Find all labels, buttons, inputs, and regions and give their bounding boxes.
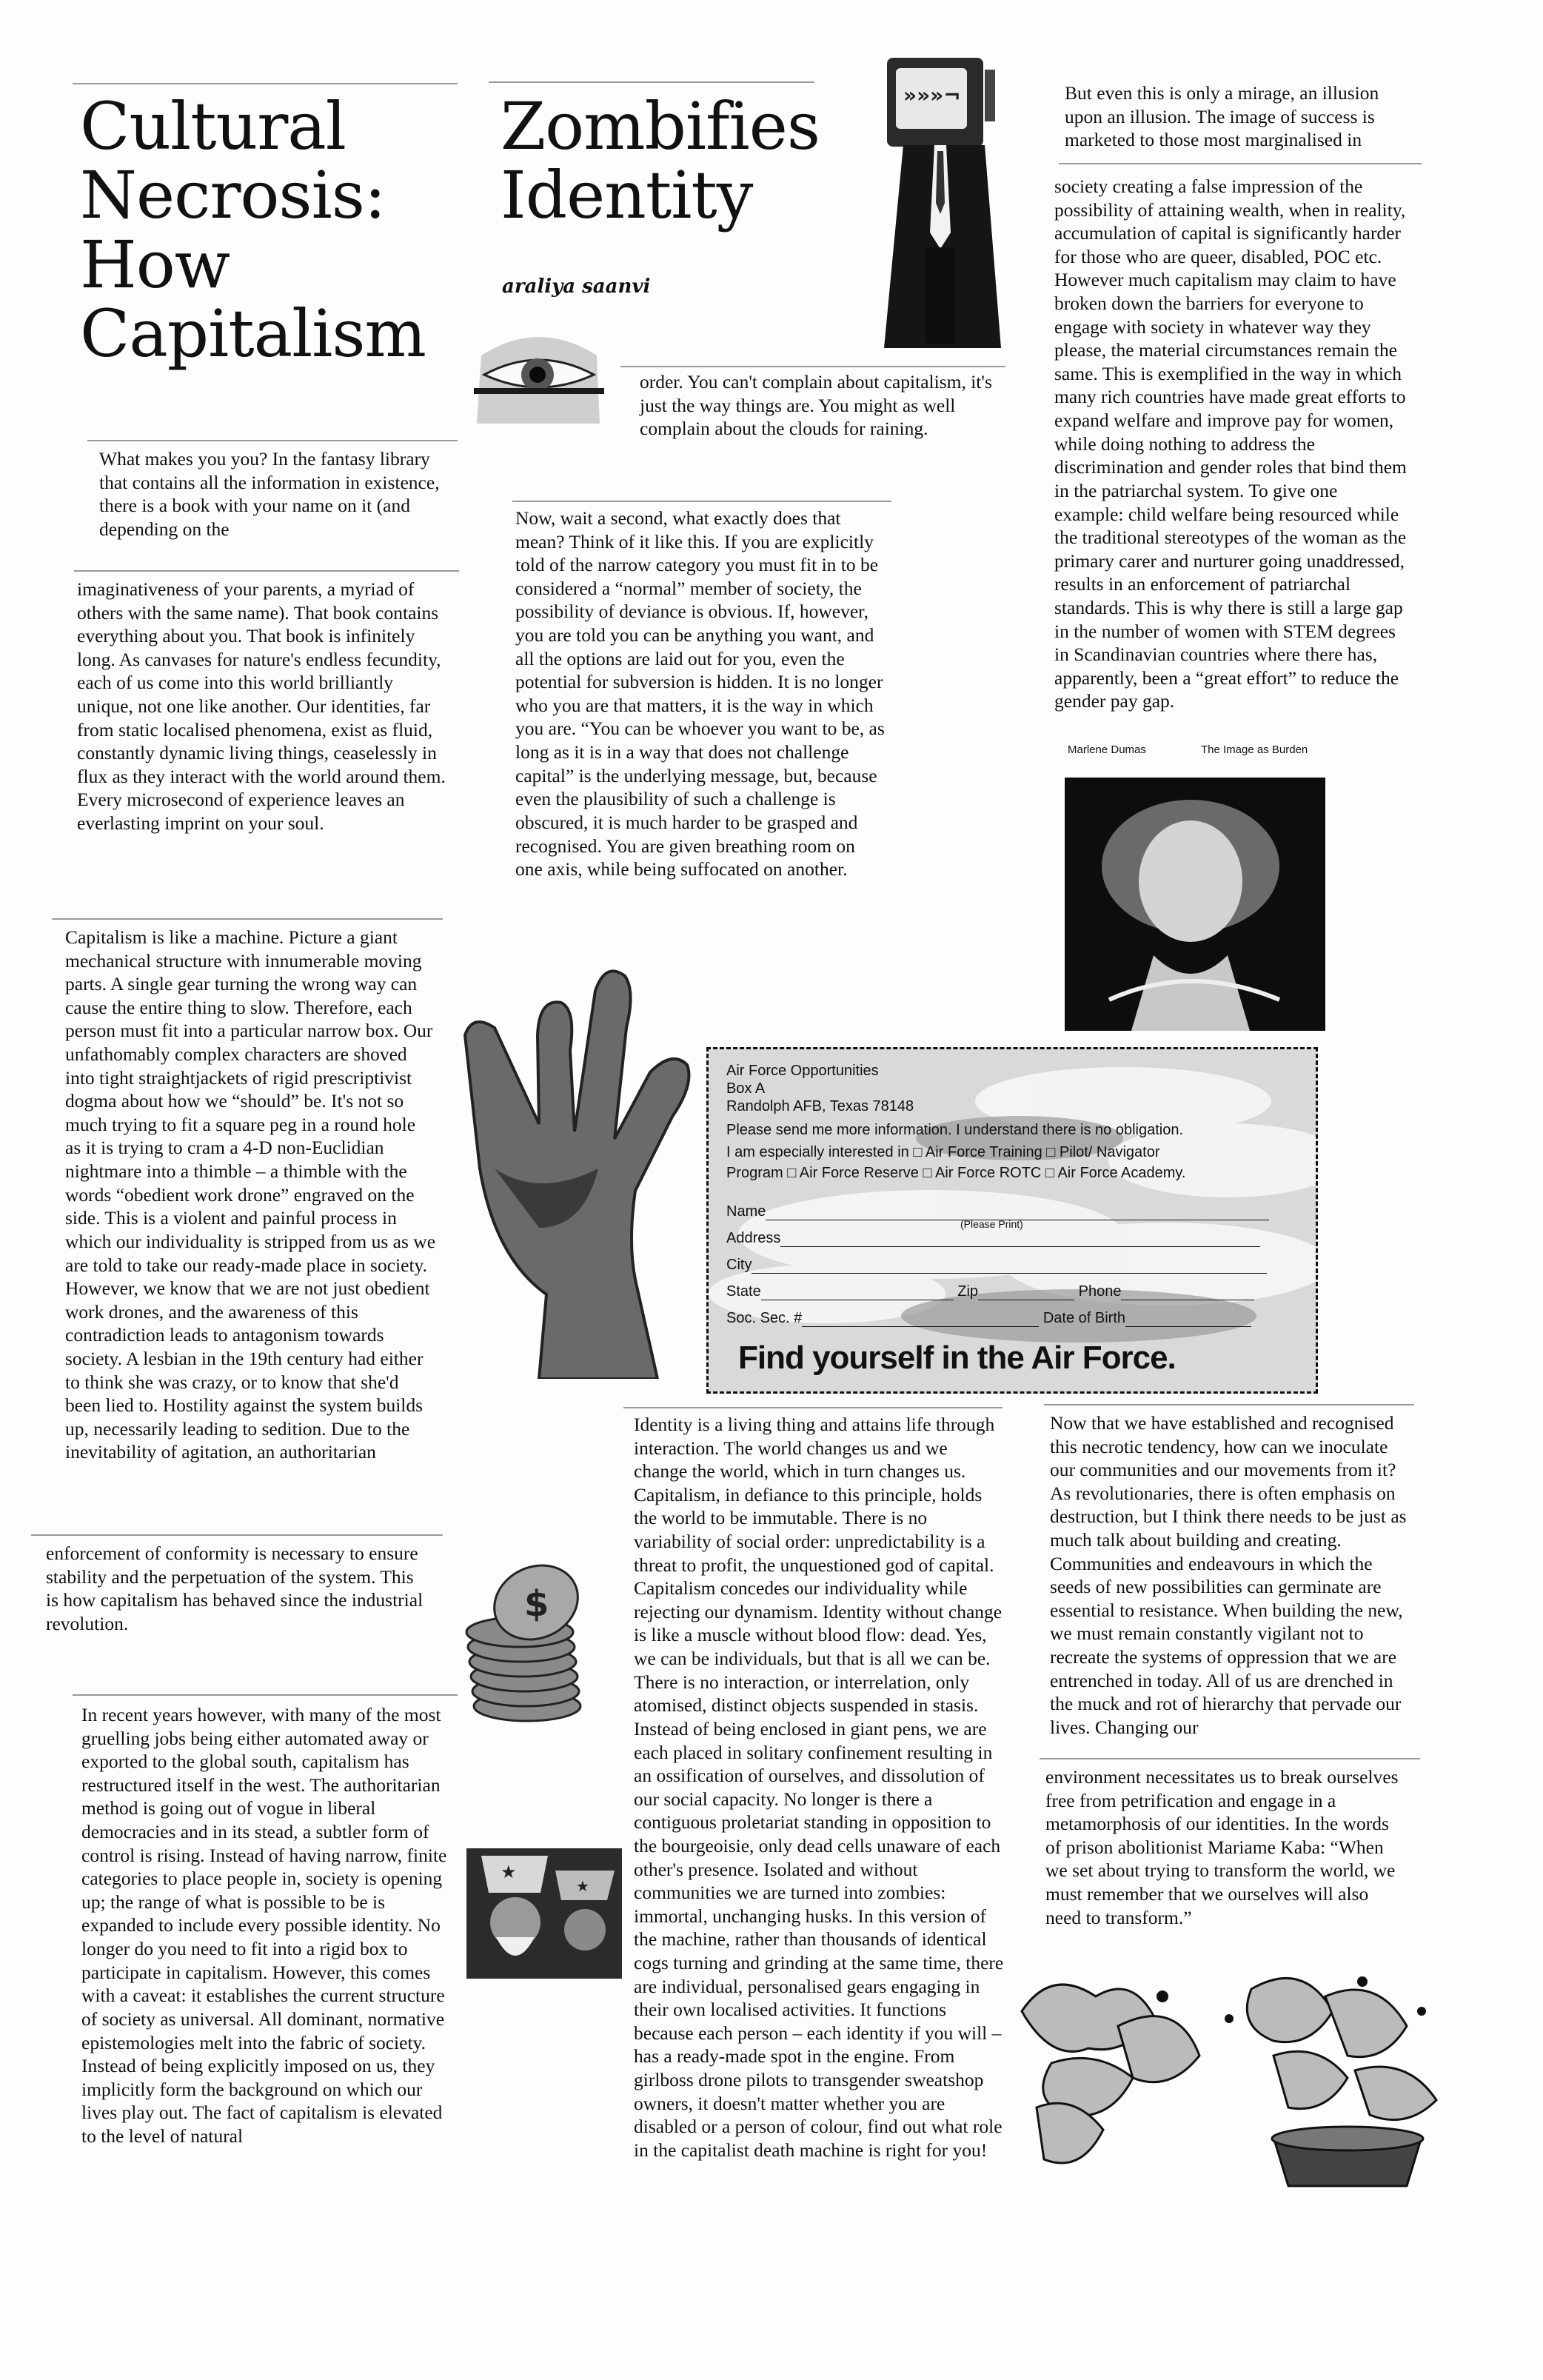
coupon-city-field[interactable] — [726, 1257, 1267, 1274]
title-line: Identity — [501, 157, 753, 234]
air-force-coupon — [706, 1047, 1318, 1394]
zombie-hand-image — [450, 946, 705, 1379]
col3-paragraph-1: But even this is only a mirage, an illusion upon an illusion. The image of success is marketed to those most marginalised in — [1065, 82, 1379, 151]
title-line: Cultural — [80, 88, 346, 164]
coupon-address-label: Address — [726, 1230, 781, 1246]
col3-paragraph-4: environment necessitates us to break ourselves free from petrification and engage in a metamorphosis of our identities. In the words of prison abolitionist Mariame Kaba: “When we set about trying to transform the world, we must remember that we ourselves will also need to transform.” — [1045, 1766, 1399, 1928]
col2-paragraph-2: Now, wait a second, what exactly does that mean? Think of it like this. If you are explicitly told of the narrow category you must fit in to be considered a “normal” member of society, the possibility of deviance is obvious. If, however, you are told you can be anything you want, and all the options are laid out for you, even the potential for subversion is hidden. It is no longer who you are that matters, it is the way in which you are. “You can be whoever you want to be, as long as it is in a way that does not challenge capital” is the underlying message, but, because even the plausibility of such a challenge is obscured, it is much harder to be grasped and recognised. You are given breathing room on one axis, while being suffocated on another. — [515, 507, 885, 880]
title-right — [501, 88, 820, 234]
artwork-artist-caption: Marlene Dumas — [1068, 743, 1146, 756]
coupon-line: Box A — [726, 1080, 766, 1097]
title-line: Capitalism — [80, 295, 426, 372]
coupon-state-label: State — [726, 1283, 761, 1300]
coupon-line: I am especially interested in □ Air Force Training □ Pilot/ Navigator — [726, 1144, 1160, 1160]
col1-paragraph-3: Capitalism is like a machine. Picture a giant mechanical structure with innumerable moving parts. A single gear turning the wrong way can cause the entire thing to slow. Therefore, each person must fit into a particular narrow box. Our unfathomably complex characters are shoved into tight straightjackets of rigid prescriptivist dogma about how we “should” be. It's not so much trying to fit a square peg in a round hole as it is trying to cram a 4-D non-Euclidian nightmare into a thimble – a thimble with the words “obedient work drone” engraved on the side. This is a violent and painful process in which our individuality is stripped from us as we are told to take our ready-made place in society. However, we know that we are not just obedient work drones, and the awareness of this contradiction leads to antagonism towards society. A lesbian in the 19th century had either to think she was crazy, or to know that she'd been lied to. Hostility against the system builds up, necessarily leading to sedition. Due to the inevitability of agitation, an authoritarian — [65, 926, 436, 1463]
svg-text:★: ★ — [576, 1877, 589, 1895]
coin-stack-image — [463, 1560, 589, 1727]
coupon-line: Air Force Opportunities — [726, 1063, 879, 1079]
coupon-slogan: Find yourself in the Air Force. — [738, 1340, 1176, 1376]
col3-paragraph-3: Now that we have established and recognised this necrotic tendency, how can we inoculate our communities and our movements from it? As revolutionaries, there is often emphasis on destruction, but I think there needs to be just as much talk about building and creating. Communities and endeavours in which the seeds of new possibilities can germinate are essential to resistance. When building the new, we must remain constantly vigilant not to recreate the systems of oppression that we are entrenched in today. All of us are drenched in the muck and rot of hierarchy that pervade our lives. Changing our — [1050, 1412, 1407, 1738]
svg-text:$: $ — [524, 1583, 549, 1625]
author-byline: araliya saanvi — [502, 275, 651, 298]
title-line: Zombifies — [501, 88, 820, 164]
coupon-address-field[interactable] — [726, 1230, 1260, 1247]
title-line: How — [80, 226, 230, 303]
col1-paragraph-5: In recent years however, with many of the most gruelling jobs being either automated away or exported to the global south, capitalism has restructured itself in the west. The authoritarian method is going out of vogue in liberal democracies and in its stead, a subtler form of control is rising. Instead of having narrow, finite categories to place people in, society is opening up; the range of what is possible to be is expanded to include every possible identity. No longer do you need to fit into a rigid box to participate in capitalism. However, this comes with a caveat: it establishes the current structure of society as universal. All dominant, normative epistemologies melt into the fabric of society. Instead of being explicitly imposed on us, they implicitly form the background on which our lives play out. The fact of capitalism is elevated to the level of natural — [81, 1704, 447, 2147]
col3-paragraph-2: society creating a false impression of the possibility of attaining wealth, when in reality, accumulation of capital is significantly harder for those who are queer, disabled, POC etc. However much capitalism may claim to have broken down the barriers for everyone to engage with society in whatever way they please, the material circumstances remain the same. This is exemplified in the way in which many rich countries have made great efforts to expand welfare and improve pay for women, while doing nothing to address the discrimination and gender roles that bind them in the patriarchal system. To give one example: child welfare being resourced while the traditional stereotypes of the woman as the primary carer and nurturer going unaddressed, results in an enforcement of patriarchal standards. This is why there is still a large gap in the number of women with STEM degrees in Scandinavian countries where there has, apparently, been a “great effort” to reduce the gender pay gap. — [1054, 176, 1407, 712]
eye-image — [474, 326, 604, 424]
title-left — [80, 88, 465, 372]
marlene-dumas-artwork-image — [1065, 778, 1325, 1031]
col1-paragraph-2: imaginativeness of your parents, a myriad of others with the same name). That book contains everything about you. That book is infinitely long. As canvases for nature's endless fecundity, each of us come into this world brilliantly unique, not one like another. Our identities, far from static localised phenomena, exist as fluid, constantly dynamic living things, ceaselessly in flux as they interact with the world around them. Every microsecond of experience leaves an everlasting imprint on your soul. — [77, 578, 446, 835]
col2-paragraph-3: Identity is a living thing and attains life through interaction. The world changes us and we change the world, which in turn changes us. Capitalism, in defiance to this principle, holds the world to be immutable. There is no variability of social order: unpredictability is a threat to profit, the unquestioned god of capital. Capitalism concedes our individuality while rejecting our dynamism. Identity without change is like a muscle without blood flow: dead. Yes, we can be individuals, but that is all we can be. There is no interaction, or interrelation, only atomised, distinct objects suspended in stasis. Instead of being enclosed in giant pens, we are each placed in solitary confinement resulting in an ossification of ourselves, and dissolution of our social capacity. No longer is there a contiguous proletariat standing in opposition to the bourgeoisie, only dead cells unaware of each other's presence. Isolated and without communities we are turned into zombies: immortal, unchanging husks. In this version of the machine, rather than thousands of identical cogs turning and grinding at the same time, there are individual, personalised gears engaging in their own localised activities. It functions because each person – each identity if you will – has a ready-made spot in the engine. From girlboss drone pilots to transgender sweatshop owners, it doesn't matter whether you are disabled or a person of colour, find out what role in the capitalist death machine is right for you! — [634, 1414, 1004, 2161]
coupon-state-zip-phone-fields[interactable] — [726, 1283, 1254, 1300]
coupon-line: Program □ Air Force Reserve □ Air Force ROTC □ Air Force Academy. — [726, 1165, 1186, 1181]
coupon-zip-label: Zip — [957, 1283, 979, 1300]
col1-paragraph-4: enforcement of conformity is necessary to ensure stability and the perpetuation of the system. This is how capitalism has behaved since the industrial revolution. — [46, 1542, 424, 1634]
artwork-title-caption: The Image as Burden — [1201, 743, 1308, 756]
tv-head-man-image — [874, 55, 1014, 348]
coupon-line: Randolph AFB, Texas 78148 — [726, 1098, 914, 1114]
coupon-city-label: City — [726, 1257, 752, 1273]
coupon-phone-label: Phone — [1078, 1283, 1122, 1300]
coupon-name-label: Name — [726, 1203, 766, 1220]
coupon-dob-label: Date of Birth — [1042, 1310, 1126, 1326]
svg-text:★: ★ — [501, 1862, 517, 1882]
uncle-sam-figures-image — [466, 1848, 622, 1979]
coupon-line: Please send me more information. I understand there is no obligation. — [726, 1122, 1184, 1138]
coupon-ssn-label: Soc. Sec. # — [726, 1310, 803, 1326]
coupon-print-note: (Please Print) — [960, 1218, 1023, 1230]
col2-paragraph-1: order. You can't complain about capitalism, it's just the way things are. You might as well complain about the clouds for raining. — [640, 371, 992, 440]
coupon-ssn-dob-fields[interactable] — [726, 1310, 1251, 1327]
potted-plants-illustration — [1007, 1967, 1451, 2189]
col1-paragraph-1: What makes you you? In the fantasy library that contains all the information in existence, there is a book with your name on it (and depending on the — [99, 448, 440, 540]
title-line: Necrosis: — [80, 157, 386, 234]
tv-screen-text: »»»¬ — [903, 83, 961, 107]
